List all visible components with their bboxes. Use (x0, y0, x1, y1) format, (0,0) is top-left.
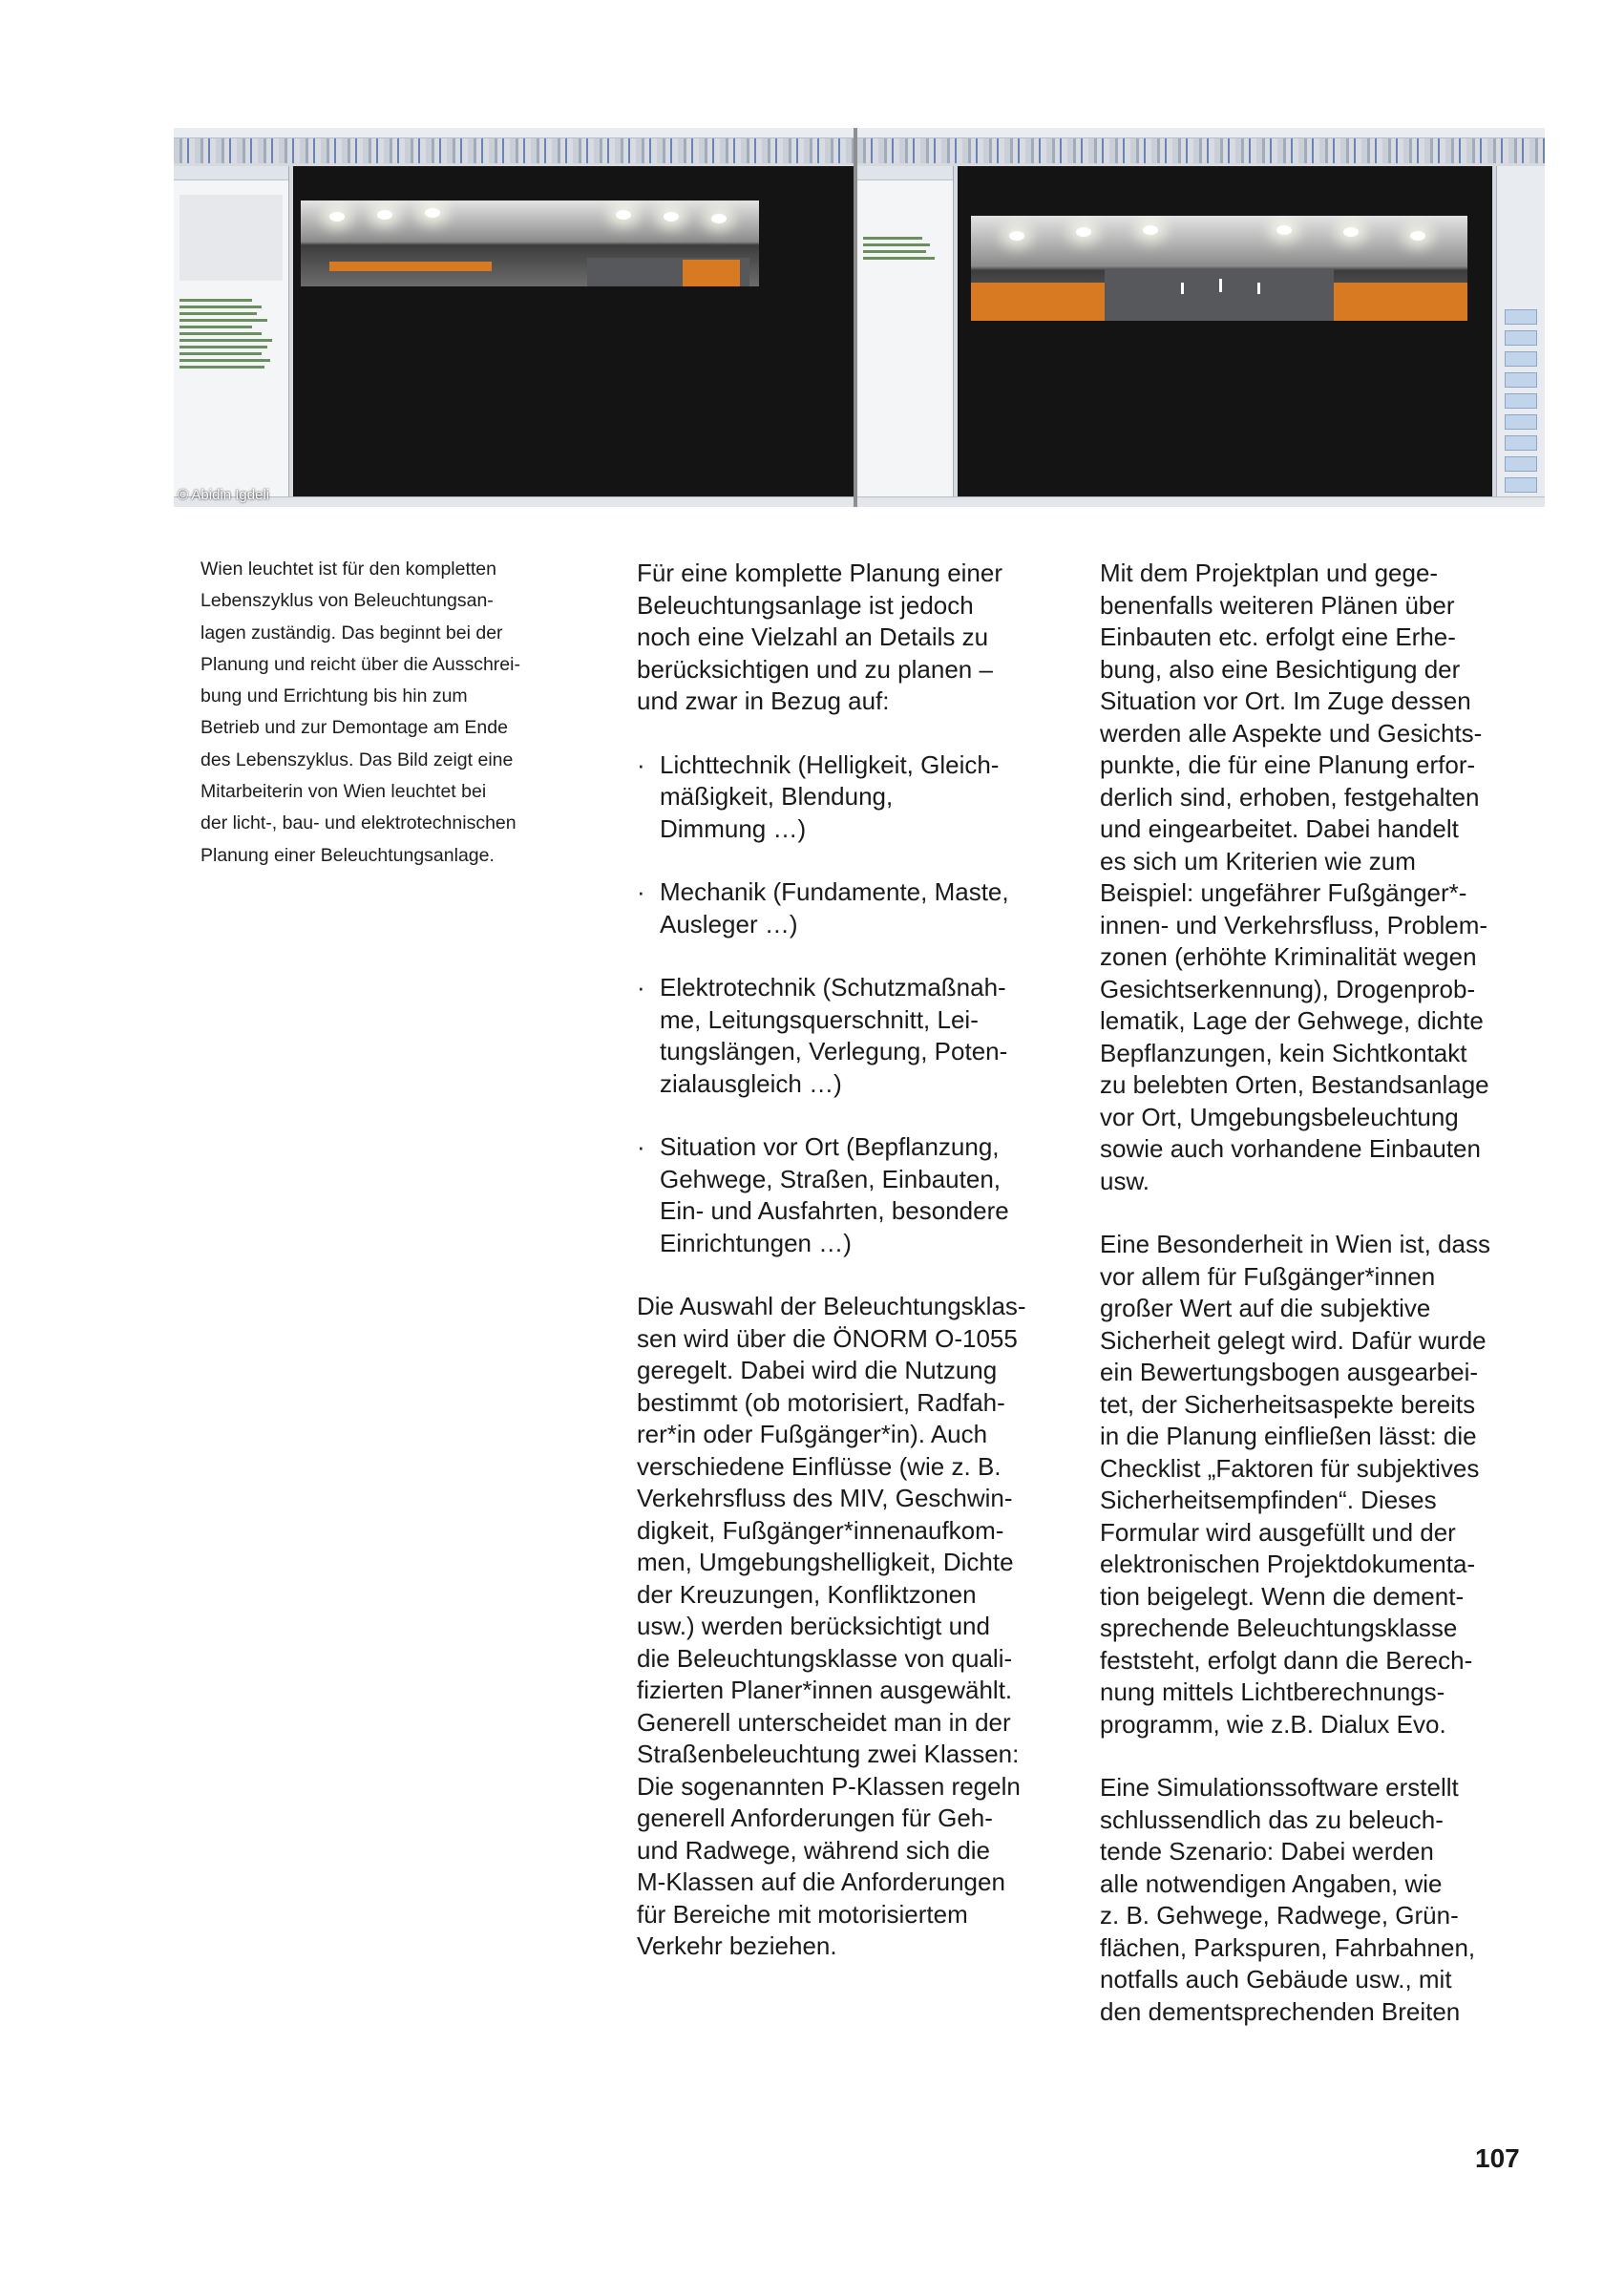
text-line: sowie auch vorhandene Einbauten (1100, 1134, 1481, 1163)
text-line: tion beigelegt. Wenn die dement- (1100, 1581, 1465, 1611)
text-line: nung mittels Lichtberechnungs- (1100, 1677, 1445, 1706)
text-line: Gesichtserkennung), Drogenprob- (1100, 974, 1476, 1003)
text-line: flächen, Parkspuren, Fahrbahnen, (1100, 1932, 1476, 1962)
text-line: werden alle Aspekte und Gesichts- (1100, 718, 1483, 748)
text-line: Einbauten etc. erfolgt eine Erhe- (1100, 622, 1456, 651)
text-line: Mit dem Projektplan und gege- (1100, 559, 1439, 587)
menu-bar (857, 128, 1545, 138)
text-line: vor allem für Fußgänger*innen (1100, 1261, 1436, 1291)
3d-viewport (293, 166, 854, 497)
text-line: Mechanik (Fundamente, Maste, (660, 877, 1009, 906)
text-line: vor Ort, Umgebungsbeleuchtung (1100, 1102, 1459, 1131)
text-line: generell Anforderungen für Geh- (637, 1803, 993, 1832)
text-line: Elektrotechnik (Schutzmaßnah- (660, 973, 1006, 1002)
text-line: innen- und Verkehrsfluss, Problem- (1100, 910, 1488, 939)
text-line: Verkehr beziehen. (637, 1931, 837, 1960)
text-line: Bepflanzungen, kein Sichtkontakt (1100, 1038, 1467, 1067)
caption-line: Betrieb und zur Demontage am Ende (200, 717, 508, 739)
bullet-marker: · (637, 749, 645, 779)
text-line: Eine Besonderheit in Wien ist, dass (1100, 1230, 1490, 1258)
text-line: derlich sind, erhoben, festgehalten (1100, 782, 1480, 812)
text-line: Generell unterscheidet man in der (637, 1707, 1011, 1737)
bullet-marker: · (637, 973, 645, 1002)
text-line: und eingearbeitet. Dabei handelt (1100, 814, 1459, 843)
text-line: für Bereiche mit motorisiertem (637, 1899, 968, 1929)
text-line: Situation vor Ort. Im Zuge dessen (1100, 686, 1471, 715)
text-line: Beispiel: ungefährer Fußgänger*- (1100, 878, 1467, 907)
text-line: und Radwege, während sich die (637, 1835, 991, 1865)
tunnel-render (301, 200, 759, 286)
text-line: verschiedene Einflüsse (wie z. B. (637, 1451, 1002, 1481)
text-line: mäßigkeit, Blendung, (660, 782, 894, 811)
page-number: 107 (1475, 2143, 1520, 2173)
text-line: Für eine komplette Planung einer (637, 559, 1003, 587)
status-bar (174, 496, 854, 507)
text-line: berücksichtigen und zu planen – (637, 654, 993, 684)
text-line: sen wird über die ÖNORM O-1055 (637, 1323, 1018, 1353)
text-line: Ein- und Ausfahrten, besondere (660, 1196, 1009, 1225)
text-line: Straßenbeleuchtung zwei Klassen: (637, 1740, 1020, 1768)
bullet-item-situation (637, 1131, 1076, 1259)
text-line: schlussendlich das zu beleuch- (1100, 1804, 1444, 1834)
text-line: zialausgleich …) (660, 1068, 842, 1098)
text-line: notfalls auch Gebäude usw., mit (1100, 1965, 1452, 1993)
text-line: Sicherheit gelegt wird. Dafür wurde (1100, 1325, 1487, 1355)
paragraph-erhebung (1100, 558, 1577, 1197)
properties-panel (1496, 166, 1545, 497)
bullet-item-elektrotechnik (637, 972, 1076, 1100)
text-line: großer Wert auf die subjektive (1100, 1294, 1431, 1322)
text-column-middle (637, 558, 1076, 1963)
bullet-item-lichttechnik (637, 749, 1076, 846)
text-line: usw. (1100, 1166, 1150, 1195)
photo-credit: © Abidin Igdeli (178, 487, 270, 503)
text-line: feststeht, erfolgt dann die Berech- (1100, 1645, 1473, 1675)
intro-paragraph (637, 558, 1076, 718)
text-line: alle notwendigen Angaben, wie (1100, 1868, 1443, 1898)
menu-bar (174, 128, 854, 138)
text-line: tungslängen, Verlegung, Poten- (660, 1037, 1008, 1065)
text-line: fizierten Planer*innen ausgewählt. (637, 1676, 1013, 1704)
paragraph-beleuchtungsklassen (637, 1291, 1076, 1963)
text-line: rer*in oder Fußgänger*in). Auch (637, 1420, 988, 1448)
project-tree (863, 233, 947, 264)
text-line: sprechende Beleuchtungsklasse (1100, 1614, 1458, 1642)
text-line: elektronischen Projektdokumenta- (1100, 1550, 1476, 1578)
bullet-marker: · (637, 877, 645, 906)
caption-line: Lebenszyklus von Beleuchtungsan- (200, 590, 494, 612)
text-line: Verkehrsfluss des MIV, Geschwin- (637, 1484, 1013, 1512)
text-line: Die Auswahl der Beleuchtungsklas- (637, 1292, 1026, 1320)
monitor-left-screenshot (174, 128, 854, 507)
project-panel (857, 166, 954, 497)
tunnel-render (971, 216, 1467, 321)
text-line: in die Planung einfließen lässt: die (1100, 1422, 1477, 1450)
text-line: men, Umgebungshelligkeit, Dichte (637, 1548, 1014, 1576)
text-line: es sich um Kriterien wie zum (1100, 846, 1416, 875)
text-line: ein Bewertungsbogen ausgearbei- (1100, 1358, 1479, 1386)
photo-monitors (174, 128, 1545, 507)
text-line: programm, wie z.B. Dialux Evo. (1100, 1709, 1446, 1739)
caption-line: bung und Errichtung bis hin zum (200, 686, 468, 707)
project-tree (179, 295, 283, 372)
3d-viewport (958, 166, 1492, 497)
text-line: Ausleger …) (660, 909, 798, 939)
text-line: Eine Simulationssoftware erstellt (1100, 1773, 1459, 1802)
caption-line: des Lebenszyklus. Das Bild zeigt eine (200, 749, 514, 770)
text-line: zonen (erhöhte Kriminalität wegen (1100, 942, 1477, 971)
caption-line: Planung einer Beleuchtungsanlage. (200, 844, 495, 866)
text-line: tet, der Sicherheitsaspekte bereits (1100, 1389, 1476, 1419)
text-line: usw.) werden berücksichtigt und (637, 1612, 990, 1640)
text-line: Checklist „Faktoren für subjektives (1100, 1453, 1480, 1483)
text-line: Die sogenannten P-Klassen regeln (637, 1771, 1021, 1801)
caption-line: der licht-, bau- und elektrotechnischen (200, 812, 517, 834)
text-line: benenfalls weiteren Plänen über (1100, 590, 1455, 620)
paragraph-subjektive-sicherheit (1100, 1229, 1577, 1740)
caption-line: Mitarbeiterin von Wien leuchtet bei (200, 781, 487, 803)
text-line: bestimmt (ob motorisiert, Radfah- (637, 1387, 1005, 1417)
text-line: Sicherheitsempfinden“. Dieses (1100, 1486, 1437, 1514)
bullet-item-mechanik (637, 876, 1076, 940)
paragraph-simulationssoftware (1100, 1772, 1577, 2028)
text-line: Lichttechnik (Helligkeit, Gleich- (660, 749, 1000, 779)
text-line: zu belebten Orten, Bestandsanlage (1100, 1070, 1489, 1099)
text-line: z. B. Gehwege, Radwege, Grün- (1100, 1901, 1459, 1930)
status-bar (857, 496, 1545, 507)
text-line: der Kreuzungen, Konfliktzonen (637, 1579, 977, 1609)
text-line: die Beleuchtungsklasse von quali- (637, 1643, 1013, 1673)
caption-line: lagen zuständig. Das beginnt bei der (200, 622, 503, 643)
text-line: Beleuchtungsanlage ist jedoch (637, 590, 974, 620)
text-line: Gehwege, Straßen, Einbauten, (660, 1164, 1002, 1193)
photo-caption (200, 554, 601, 872)
text-line: tende Szenario: Dabei werden (1100, 1837, 1434, 1866)
project-panel (174, 166, 289, 497)
text-line: me, Leitungsquerschnitt, Lei- (660, 1004, 979, 1034)
text-line: und zwar in Bezug auf: (637, 686, 890, 715)
text-line: Dimmung …) (660, 813, 807, 843)
bullet-marker: · (637, 1132, 645, 1161)
text-line: Situation vor Ort (Bepflanzung, (660, 1132, 1000, 1161)
text-line: Einrichtungen …) (660, 1228, 852, 1257)
text-line: geregelt. Dabei wird die Nutzung (637, 1356, 998, 1384)
monitor-right-screenshot (857, 128, 1545, 507)
text-line: punkte, die für eine Planung erfor- (1100, 750, 1476, 779)
text-line: Formular wird ausgefüllt und der (1100, 1517, 1456, 1547)
text-line: bung, also eine Besichtigung der (1100, 654, 1461, 684)
text-line: den dementsprechenden Breiten (1100, 1996, 1461, 2026)
caption-line: Planung und reicht über die Ausschrei- (200, 653, 520, 675)
text-column-right (1100, 558, 1577, 2028)
toolbar (174, 138, 854, 163)
text-line: lematik, Lage der Gehwege, dichte (1100, 1006, 1484, 1035)
text-line: digkeit, Fußgänger*innenaufkom- (637, 1515, 1004, 1545)
text-line: M-Klassen auf die Anforderungen (637, 1867, 1005, 1896)
toolbar (857, 138, 1545, 163)
text-line: noch eine Vielzahl an Details zu (637, 622, 989, 651)
caption-line: Wien leuchtet ist für den kompletten (200, 559, 496, 580)
